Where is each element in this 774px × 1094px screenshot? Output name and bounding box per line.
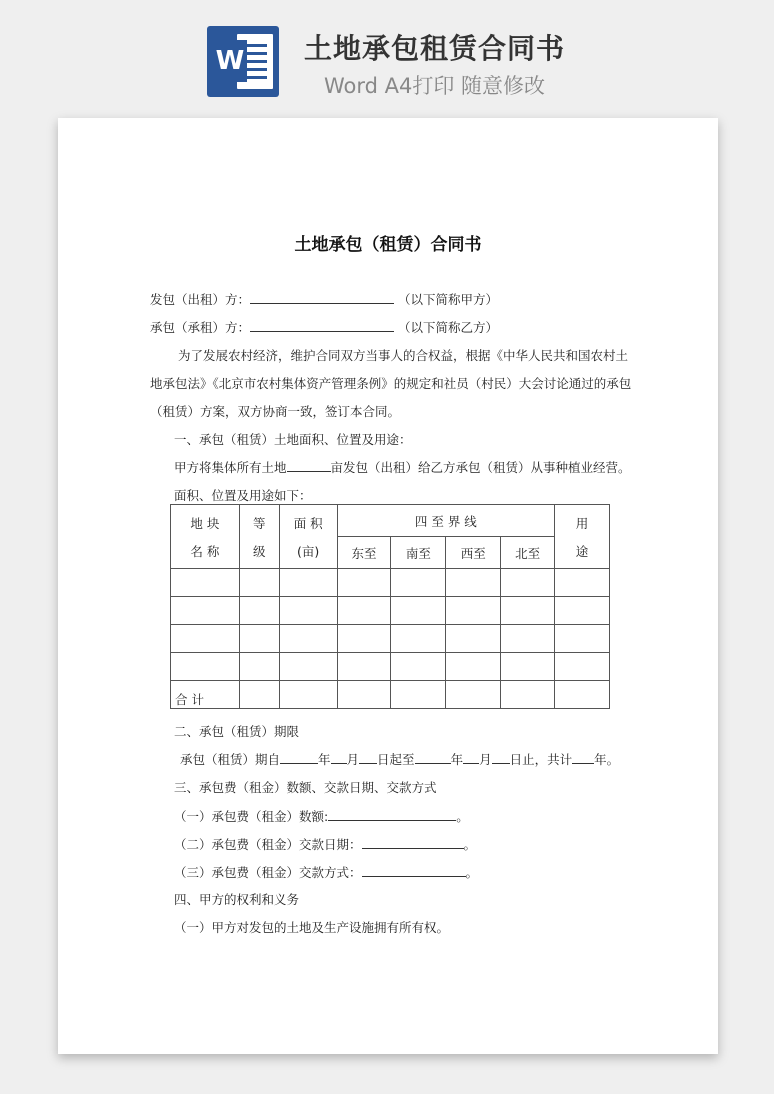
intro-line-3: （租赁）方案，双方协商一致，签订本合同。 — [150, 404, 401, 419]
document-title: 土地承包（租赁）合同书 — [294, 235, 482, 255]
intro-line-2: 地承包法》《北京市农村集体资产管理条例》的规定和社员（村民）大会讨论通过的承包 — [150, 376, 632, 391]
party-b-blank — [250, 319, 394, 332]
document-page — [58, 118, 718, 1054]
fee-date-line: （二）承包费（租金）交款日期： 。 — [174, 837, 477, 852]
header-cell-area: 面 积 (亩) — [279, 505, 337, 569]
header-cell-west: 西至 — [446, 537, 501, 569]
table-row — [171, 653, 610, 681]
section-4-heading: 四、甲方的权利和义务 — [174, 892, 300, 907]
word-icon — [207, 26, 279, 97]
section-3-heading: 三、承包费（租金）数额、交款日期、交款方式 — [174, 780, 437, 795]
table-row — [171, 625, 610, 653]
page-header — [0, 0, 774, 118]
table-row — [171, 597, 610, 625]
header-cell-boundary: 四 至 界 线 — [337, 505, 554, 537]
header-cell-north: 北至 — [501, 537, 555, 569]
land-area-blank — [287, 459, 331, 472]
header-cell-east: 东至 — [337, 537, 391, 569]
section-1-paragraph-1: 甲方将集体所有土地 亩发包（出租）给乙方承包（租赁）从事种植业经营。 — [174, 460, 631, 475]
term-line: 承包（租赁）期自 年 月 日起至 年 月 日止，共计 年。 — [180, 752, 620, 767]
table-row — [171, 569, 610, 597]
header-title: 土地承包租赁合同书 — [304, 32, 566, 65]
party-a-label: 发包（出租）方： — [150, 292, 251, 307]
header-subtitle: Word A4打印 随意修改 — [324, 74, 546, 98]
party-a-blank — [250, 291, 394, 304]
word-logo-letter: W — [213, 40, 247, 82]
fee-amount-line: （一）承包费（租金）数额: 。 — [174, 809, 469, 824]
header-cell-name: 地 块 名 称 — [171, 505, 240, 569]
table-total-row — [171, 681, 610, 709]
intro-line-1: 为了发展农村经济，维护合同双方当事人的合权益，根据《中华人民共和国农村土 — [178, 348, 629, 363]
section-1-paragraph-2: 面积、位置及用途如下： — [174, 488, 312, 503]
total-label: 合 计 — [171, 681, 240, 709]
fee-method-line: （三）承包费（租金）交款方式： 。 — [174, 865, 479, 880]
party-a-suffix: （以下简称甲方） — [398, 292, 499, 307]
party-b-label: 承包（承租）方： — [150, 320, 251, 335]
header-cell-south: 南至 — [391, 537, 446, 569]
section-4-item-1: （一）甲方对发包的土地及生产设施拥有所有权。 — [174, 920, 450, 935]
section-1-heading: 一、承包（租赁）土地面积、位置及用途： — [174, 432, 412, 447]
header-cell-use: 用 途 — [555, 505, 610, 569]
land-table — [170, 504, 610, 709]
header-cell-grade: 等 级 — [239, 505, 279, 569]
party-b-suffix: （以下简称乙方） — [398, 320, 499, 335]
section-2-heading: 二、承包（租赁）期限 — [174, 724, 300, 739]
party-b-line — [150, 318, 498, 336]
party-a-line — [150, 290, 498, 308]
